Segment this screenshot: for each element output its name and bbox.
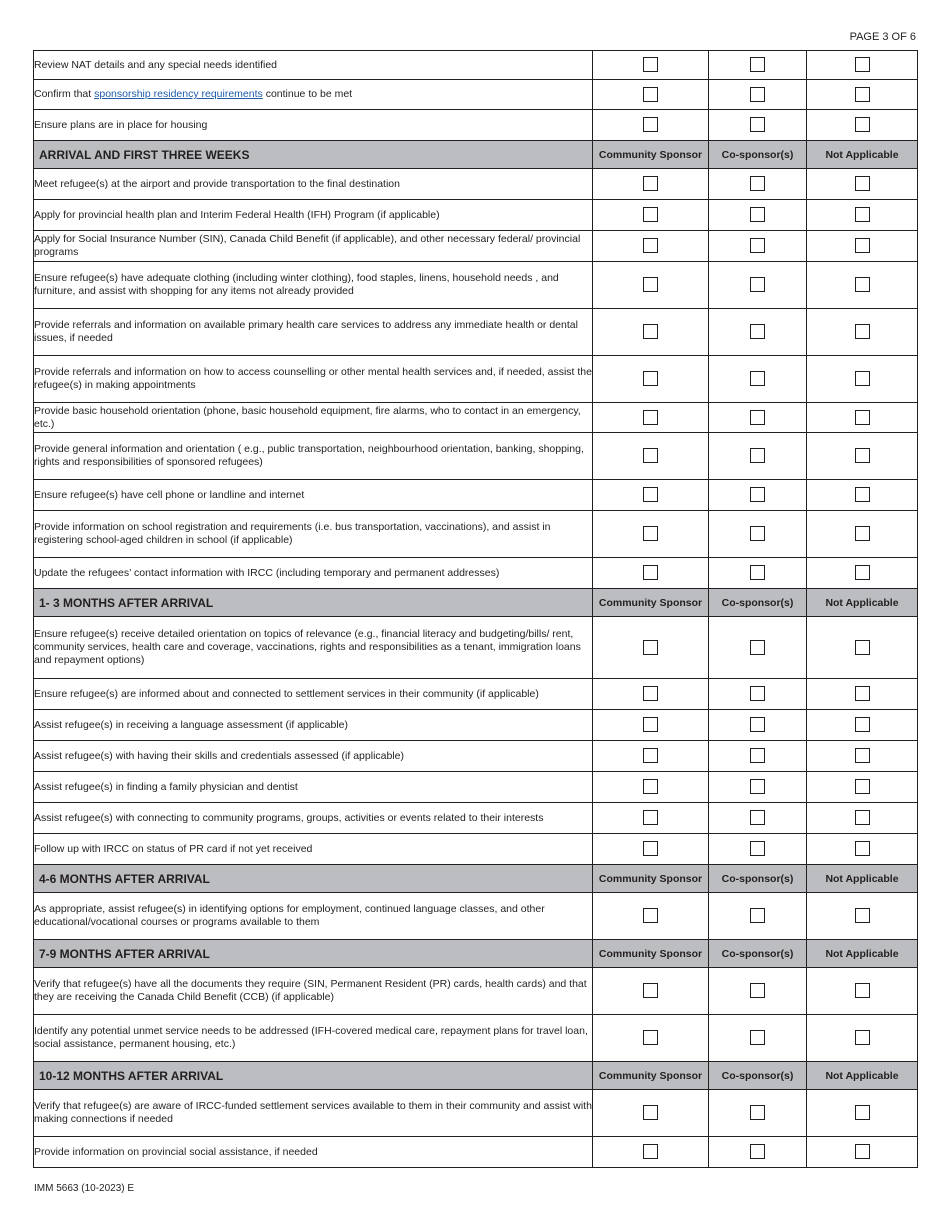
column-header-cosponsor: Co-sponsor(s) [709, 940, 807, 968]
community-sponsor-cell [593, 1137, 709, 1168]
not-applicable-cell [807, 968, 918, 1015]
community-sponsor-cell [593, 741, 709, 772]
not-applicable-cell [807, 110, 918, 141]
section-header-row [34, 141, 918, 169]
not-applicable-checkbox[interactable] [855, 176, 870, 191]
community-sponsor-cell [593, 433, 709, 480]
not-applicable-checkbox[interactable] [855, 238, 870, 253]
task-text: Assist refugee(s) in finding a family physician and dentist [34, 772, 593, 803]
cosponsor-checkbox[interactable] [750, 238, 765, 253]
community-sponsor-cell [593, 80, 709, 110]
cosponsor-cell [709, 433, 807, 480]
not-applicable-checkbox[interactable] [855, 487, 870, 502]
task-text: Ensure refugee(s) are informed about and connected to settlement services in their community (if applicable) [34, 679, 593, 710]
section-header-row [34, 589, 918, 617]
page-number: PAGE 3 OF 6 [849, 31, 916, 43]
task-text: Provide referrals and information on available primary health care services to address any immediate health or dental issues, if needed [34, 309, 593, 356]
section-title: 7-9 MONTHS AFTER ARRIVAL [34, 940, 593, 968]
community-sponsor-checkbox[interactable] [643, 717, 658, 732]
community-sponsor-checkbox[interactable] [643, 371, 658, 386]
community-sponsor-checkbox[interactable] [643, 117, 658, 132]
task-text: Verify that refugee(s) have all the documents they require (SIN, Permanent Resident (PR) cards, health cards) and that they are receiving the Canada Child Benefit (CCB) (if applicable) [34, 968, 593, 1015]
not-applicable-checkbox[interactable] [855, 1105, 870, 1120]
cosponsor-checkbox[interactable] [750, 717, 765, 732]
community-sponsor-cell [593, 834, 709, 865]
cosponsor-checkbox[interactable] [750, 748, 765, 763]
task-row [34, 511, 918, 558]
section-title: 1- 3 MONTHS AFTER ARRIVAL [34, 589, 593, 617]
cosponsor-cell [709, 51, 807, 80]
task-text: Assist refugee(s) with having their skills and credentials assessed (if applicable) [34, 741, 593, 772]
cosponsor-cell [709, 710, 807, 741]
community-sponsor-checkbox[interactable] [643, 565, 658, 580]
cosponsor-cell [709, 834, 807, 865]
cosponsor-checkbox[interactable] [750, 565, 765, 580]
column-header-cosponsor: Co-sponsor(s) [709, 865, 807, 893]
task-row [34, 558, 918, 589]
not-applicable-checkbox[interactable] [855, 908, 870, 923]
not-applicable-cell [807, 511, 918, 558]
community-sponsor-cell [593, 893, 709, 940]
task-row [34, 80, 918, 110]
cosponsor-cell [709, 803, 807, 834]
task-row [34, 893, 918, 940]
task-row [34, 617, 918, 679]
cosponsor-checkbox[interactable] [750, 487, 765, 502]
cosponsor-checkbox[interactable] [750, 1030, 765, 1045]
section-title: 4-6 MONTHS AFTER ARRIVAL [34, 865, 593, 893]
cosponsor-checkbox[interactable] [750, 810, 765, 825]
section-title: 10-12 MONTHS AFTER ARRIVAL [34, 1062, 593, 1090]
cosponsor-cell [709, 169, 807, 200]
community-sponsor-cell [593, 1015, 709, 1062]
community-sponsor-cell [593, 262, 709, 309]
community-sponsor-checkbox[interactable] [643, 324, 658, 339]
community-sponsor-cell [593, 403, 709, 433]
community-sponsor-checkbox[interactable] [643, 238, 658, 253]
community-sponsor-cell [593, 231, 709, 262]
cosponsor-checkbox[interactable] [750, 324, 765, 339]
community-sponsor-checkbox[interactable] [643, 841, 658, 856]
task-row [34, 710, 918, 741]
not-applicable-cell [807, 710, 918, 741]
community-sponsor-checkbox[interactable] [643, 686, 658, 701]
cosponsor-cell [709, 200, 807, 231]
cosponsor-checkbox[interactable] [750, 526, 765, 541]
community-sponsor-cell [593, 772, 709, 803]
column-header-cosponsor: Co-sponsor(s) [709, 1062, 807, 1090]
community-sponsor-checkbox[interactable] [643, 779, 658, 794]
cosponsor-checkbox[interactable] [750, 371, 765, 386]
task-text: Identify any potential unmet service needs to be addressed (IFH-covered medical care, repayment plans for travel loan, social assistance, permanent housing, etc.) [34, 1015, 593, 1062]
task-text: Review NAT details and any special needs identified [34, 51, 593, 80]
not-applicable-checkbox[interactable] [855, 841, 870, 856]
cosponsor-cell [709, 231, 807, 262]
cosponsor-checkbox[interactable] [750, 207, 765, 222]
cosponsor-checkbox[interactable] [750, 117, 765, 132]
cosponsor-cell [709, 741, 807, 772]
not-applicable-checkbox[interactable] [855, 324, 870, 339]
not-applicable-checkbox[interactable] [855, 87, 870, 102]
task-text-before: Confirm that [34, 88, 95, 100]
not-applicable-checkbox[interactable] [855, 117, 870, 132]
community-sponsor-cell [593, 968, 709, 1015]
community-sponsor-cell [593, 558, 709, 589]
cosponsor-cell [709, 110, 807, 141]
task-text: Provide referrals and information on how to access counselling or other mental health services and, if needed, assist the refugee(s) in making appointments [34, 356, 593, 403]
community-sponsor-checkbox[interactable] [643, 1030, 658, 1045]
column-header-not-applicable: Not Applicable [807, 589, 918, 617]
task-text: Provide information on school registration and requirements (i.e. bus transportation, vaccinations), and assist in registering school-aged children in school (if applicable) [34, 511, 593, 558]
task-row [34, 403, 918, 433]
cosponsor-cell [709, 511, 807, 558]
not-applicable-checkbox[interactable] [855, 565, 870, 580]
not-applicable-checkbox[interactable] [855, 810, 870, 825]
not-applicable-cell [807, 403, 918, 433]
community-sponsor-checkbox[interactable] [643, 410, 658, 425]
not-applicable-cell [807, 1137, 918, 1168]
sponsorship-residency-requirements-link[interactable]: sponsorship residency requirements [94, 88, 263, 100]
task-row [34, 433, 918, 480]
task-text: Provide general information and orientation ( e.g., public transportation, neighbourhood orientation, banking, shopping, rights and responsibilities of sponsored refugees) [34, 433, 593, 480]
community-sponsor-cell [593, 110, 709, 141]
community-sponsor-cell [593, 803, 709, 834]
community-sponsor-checkbox[interactable] [643, 526, 658, 541]
task-row [34, 309, 918, 356]
cosponsor-checkbox[interactable] [750, 448, 765, 463]
not-applicable-checkbox[interactable] [855, 448, 870, 463]
task-row [34, 741, 918, 772]
not-applicable-checkbox[interactable] [855, 1030, 870, 1045]
section-header-row [34, 940, 918, 968]
not-applicable-cell [807, 617, 918, 679]
not-applicable-cell [807, 558, 918, 589]
task-row [34, 480, 918, 511]
community-sponsor-checkbox[interactable] [643, 487, 658, 502]
not-applicable-checkbox[interactable] [855, 1144, 870, 1159]
column-header-community-sponsor: Community Sponsor [593, 141, 709, 169]
not-applicable-cell [807, 893, 918, 940]
not-applicable-cell [807, 1090, 918, 1137]
community-sponsor-checkbox[interactable] [643, 748, 658, 763]
community-sponsor-checkbox[interactable] [643, 57, 658, 72]
cosponsor-checkbox[interactable] [750, 908, 765, 923]
task-text: As appropriate, assist refugee(s) in identifying options for employment, continued language classes, and other educational/vocational courses or programs available to them [34, 893, 593, 940]
community-sponsor-checkbox[interactable] [643, 87, 658, 102]
not-applicable-cell [807, 231, 918, 262]
cosponsor-checkbox[interactable] [750, 640, 765, 655]
column-header-cosponsor: Co-sponsor(s) [709, 589, 807, 617]
task-row [34, 262, 918, 309]
not-applicable-cell [807, 772, 918, 803]
cosponsor-cell [709, 617, 807, 679]
task-row [34, 1137, 918, 1168]
cosponsor-cell [709, 772, 807, 803]
task-text: Apply for provincial health plan and Interim Federal Health (IFH) Program (if applicable) [34, 200, 593, 231]
not-applicable-cell [807, 309, 918, 356]
column-header-not-applicable: Not Applicable [807, 940, 918, 968]
task-row [34, 110, 918, 141]
community-sponsor-cell [593, 480, 709, 511]
cosponsor-checkbox[interactable] [750, 779, 765, 794]
cosponsor-cell [709, 80, 807, 110]
not-applicable-cell [807, 169, 918, 200]
settlement-checklist-table [33, 50, 918, 1168]
column-header-community-sponsor: Community Sponsor [593, 589, 709, 617]
community-sponsor-checkbox[interactable] [643, 640, 658, 655]
task-text: Meet refugee(s) at the airport and provide transportation to the final destination [34, 169, 593, 200]
cosponsor-cell [709, 356, 807, 403]
not-applicable-checkbox[interactable] [855, 526, 870, 541]
cosponsor-checkbox[interactable] [750, 87, 765, 102]
cosponsor-checkbox[interactable] [750, 841, 765, 856]
not-applicable-checkbox[interactable] [855, 779, 870, 794]
not-applicable-cell [807, 433, 918, 480]
not-applicable-cell [807, 51, 918, 80]
community-sponsor-cell [593, 617, 709, 679]
column-header-not-applicable: Not Applicable [807, 141, 918, 169]
not-applicable-checkbox[interactable] [855, 277, 870, 292]
community-sponsor-cell [593, 511, 709, 558]
not-applicable-checkbox[interactable] [855, 686, 870, 701]
cosponsor-checkbox[interactable] [750, 686, 765, 701]
community-sponsor-checkbox[interactable] [643, 207, 658, 222]
community-sponsor-cell [593, 356, 709, 403]
community-sponsor-cell [593, 679, 709, 710]
task-row [34, 231, 918, 262]
not-applicable-cell [807, 262, 918, 309]
community-sponsor-cell [593, 710, 709, 741]
column-header-community-sponsor: Community Sponsor [593, 940, 709, 968]
task-row [34, 169, 918, 200]
cosponsor-cell [709, 403, 807, 433]
not-applicable-cell [807, 679, 918, 710]
cosponsor-cell [709, 893, 807, 940]
task-text: Assist refugee(s) with connecting to community programs, groups, activities or events related to their interests [34, 803, 593, 834]
not-applicable-checkbox[interactable] [855, 748, 870, 763]
task-text: Provide basic household orientation (phone, basic household equipment, fire alarms, who to contact in an emergency, etc.) [34, 403, 593, 433]
not-applicable-checkbox[interactable] [855, 717, 870, 732]
task-text: Assist refugee(s) in receiving a language assessment (if applicable) [34, 710, 593, 741]
not-applicable-cell [807, 834, 918, 865]
community-sponsor-cell [593, 169, 709, 200]
task-row [34, 200, 918, 231]
cosponsor-checkbox[interactable] [750, 277, 765, 292]
column-header-community-sponsor: Community Sponsor [593, 1062, 709, 1090]
not-applicable-cell [807, 1015, 918, 1062]
cosponsor-cell [709, 968, 807, 1015]
not-applicable-cell [807, 741, 918, 772]
column-header-cosponsor: Co-sponsor(s) [709, 141, 807, 169]
column-header-not-applicable: Not Applicable [807, 1062, 918, 1090]
cosponsor-cell [709, 262, 807, 309]
community-sponsor-cell [593, 200, 709, 231]
task-row [34, 968, 918, 1015]
task-text: Ensure plans are in place for housing [34, 110, 593, 141]
task-text: Verify that refugee(s) are aware of IRCC-funded settlement services available to them in their community and assist with making connections if needed [34, 1090, 593, 1137]
community-sponsor-checkbox[interactable] [643, 983, 658, 998]
task-row [34, 51, 918, 80]
not-applicable-checkbox[interactable] [855, 410, 870, 425]
cosponsor-checkbox[interactable] [750, 1144, 765, 1159]
not-applicable-checkbox[interactable] [855, 983, 870, 998]
community-sponsor-checkbox[interactable] [643, 277, 658, 292]
cosponsor-checkbox[interactable] [750, 983, 765, 998]
cosponsor-checkbox[interactable] [750, 176, 765, 191]
column-header-community-sponsor: Community Sponsor [593, 865, 709, 893]
task-row [34, 834, 918, 865]
community-sponsor-checkbox[interactable] [643, 1105, 658, 1120]
community-sponsor-checkbox[interactable] [643, 176, 658, 191]
cosponsor-cell [709, 1015, 807, 1062]
not-applicable-cell [807, 803, 918, 834]
not-applicable-checkbox[interactable] [855, 207, 870, 222]
column-header-not-applicable: Not Applicable [807, 865, 918, 893]
task-text-after: continue to be met [262, 88, 353, 100]
community-sponsor-cell [593, 51, 709, 80]
section-header-row [34, 1062, 918, 1090]
task-text: Ensure refugee(s) receive detailed orientation on topics of relevance (e.g., financial literacy and budgeting/bills/ rent, community services, health care and coverage, vaccinations, rights and responsibilities as a tenant, immigration loans and repayment options) [34, 617, 593, 679]
not-applicable-cell [807, 480, 918, 511]
task-text [34, 80, 593, 110]
cosponsor-cell [709, 1090, 807, 1137]
not-applicable-cell [807, 356, 918, 403]
not-applicable-checkbox[interactable] [855, 640, 870, 655]
not-applicable-checkbox[interactable] [855, 57, 870, 72]
not-applicable-cell [807, 200, 918, 231]
task-row [34, 356, 918, 403]
task-row [34, 803, 918, 834]
task-row [34, 1015, 918, 1062]
task-text: Provide information on provincial social assistance, if needed [34, 1137, 593, 1168]
cosponsor-checkbox[interactable] [750, 410, 765, 425]
section-title: ARRIVAL AND FIRST THREE WEEKS [34, 141, 593, 169]
cosponsor-cell [709, 679, 807, 710]
cosponsor-checkbox[interactable] [750, 57, 765, 72]
cosponsor-cell [709, 558, 807, 589]
task-row [34, 1090, 918, 1137]
community-sponsor-cell [593, 309, 709, 356]
community-sponsor-checkbox[interactable] [643, 810, 658, 825]
not-applicable-checkbox[interactable] [855, 371, 870, 386]
form-number-footer: IMM 5663 (10-2023) E [34, 1183, 135, 1194]
cosponsor-cell [709, 480, 807, 511]
not-applicable-cell [807, 80, 918, 110]
task-text: Update the refugees’ contact information with IRCC (including temporary and permanent addresses) [34, 558, 593, 589]
task-row [34, 679, 918, 710]
community-sponsor-checkbox[interactable] [643, 908, 658, 923]
cosponsor-cell [709, 1137, 807, 1168]
section-header-row [34, 865, 918, 893]
task-text: Apply for Social Insurance Number (SIN), Canada Child Benefit (if applicable), and other necessary federal/ provincial programs [34, 231, 593, 262]
cosponsor-cell [709, 309, 807, 356]
task-text: Ensure refugee(s) have cell phone or landline and internet [34, 480, 593, 511]
community-sponsor-checkbox[interactable] [643, 1144, 658, 1159]
task-row [34, 772, 918, 803]
cosponsor-checkbox[interactable] [750, 1105, 765, 1120]
task-text: Ensure refugee(s) have adequate clothing (including winter clothing), food staples, linens, household needs , and furniture, and assist with shopping for any items not already provided [34, 262, 593, 309]
community-sponsor-checkbox[interactable] [643, 448, 658, 463]
task-text: Follow up with IRCC on status of PR card if not yet received [34, 834, 593, 865]
community-sponsor-cell [593, 1090, 709, 1137]
